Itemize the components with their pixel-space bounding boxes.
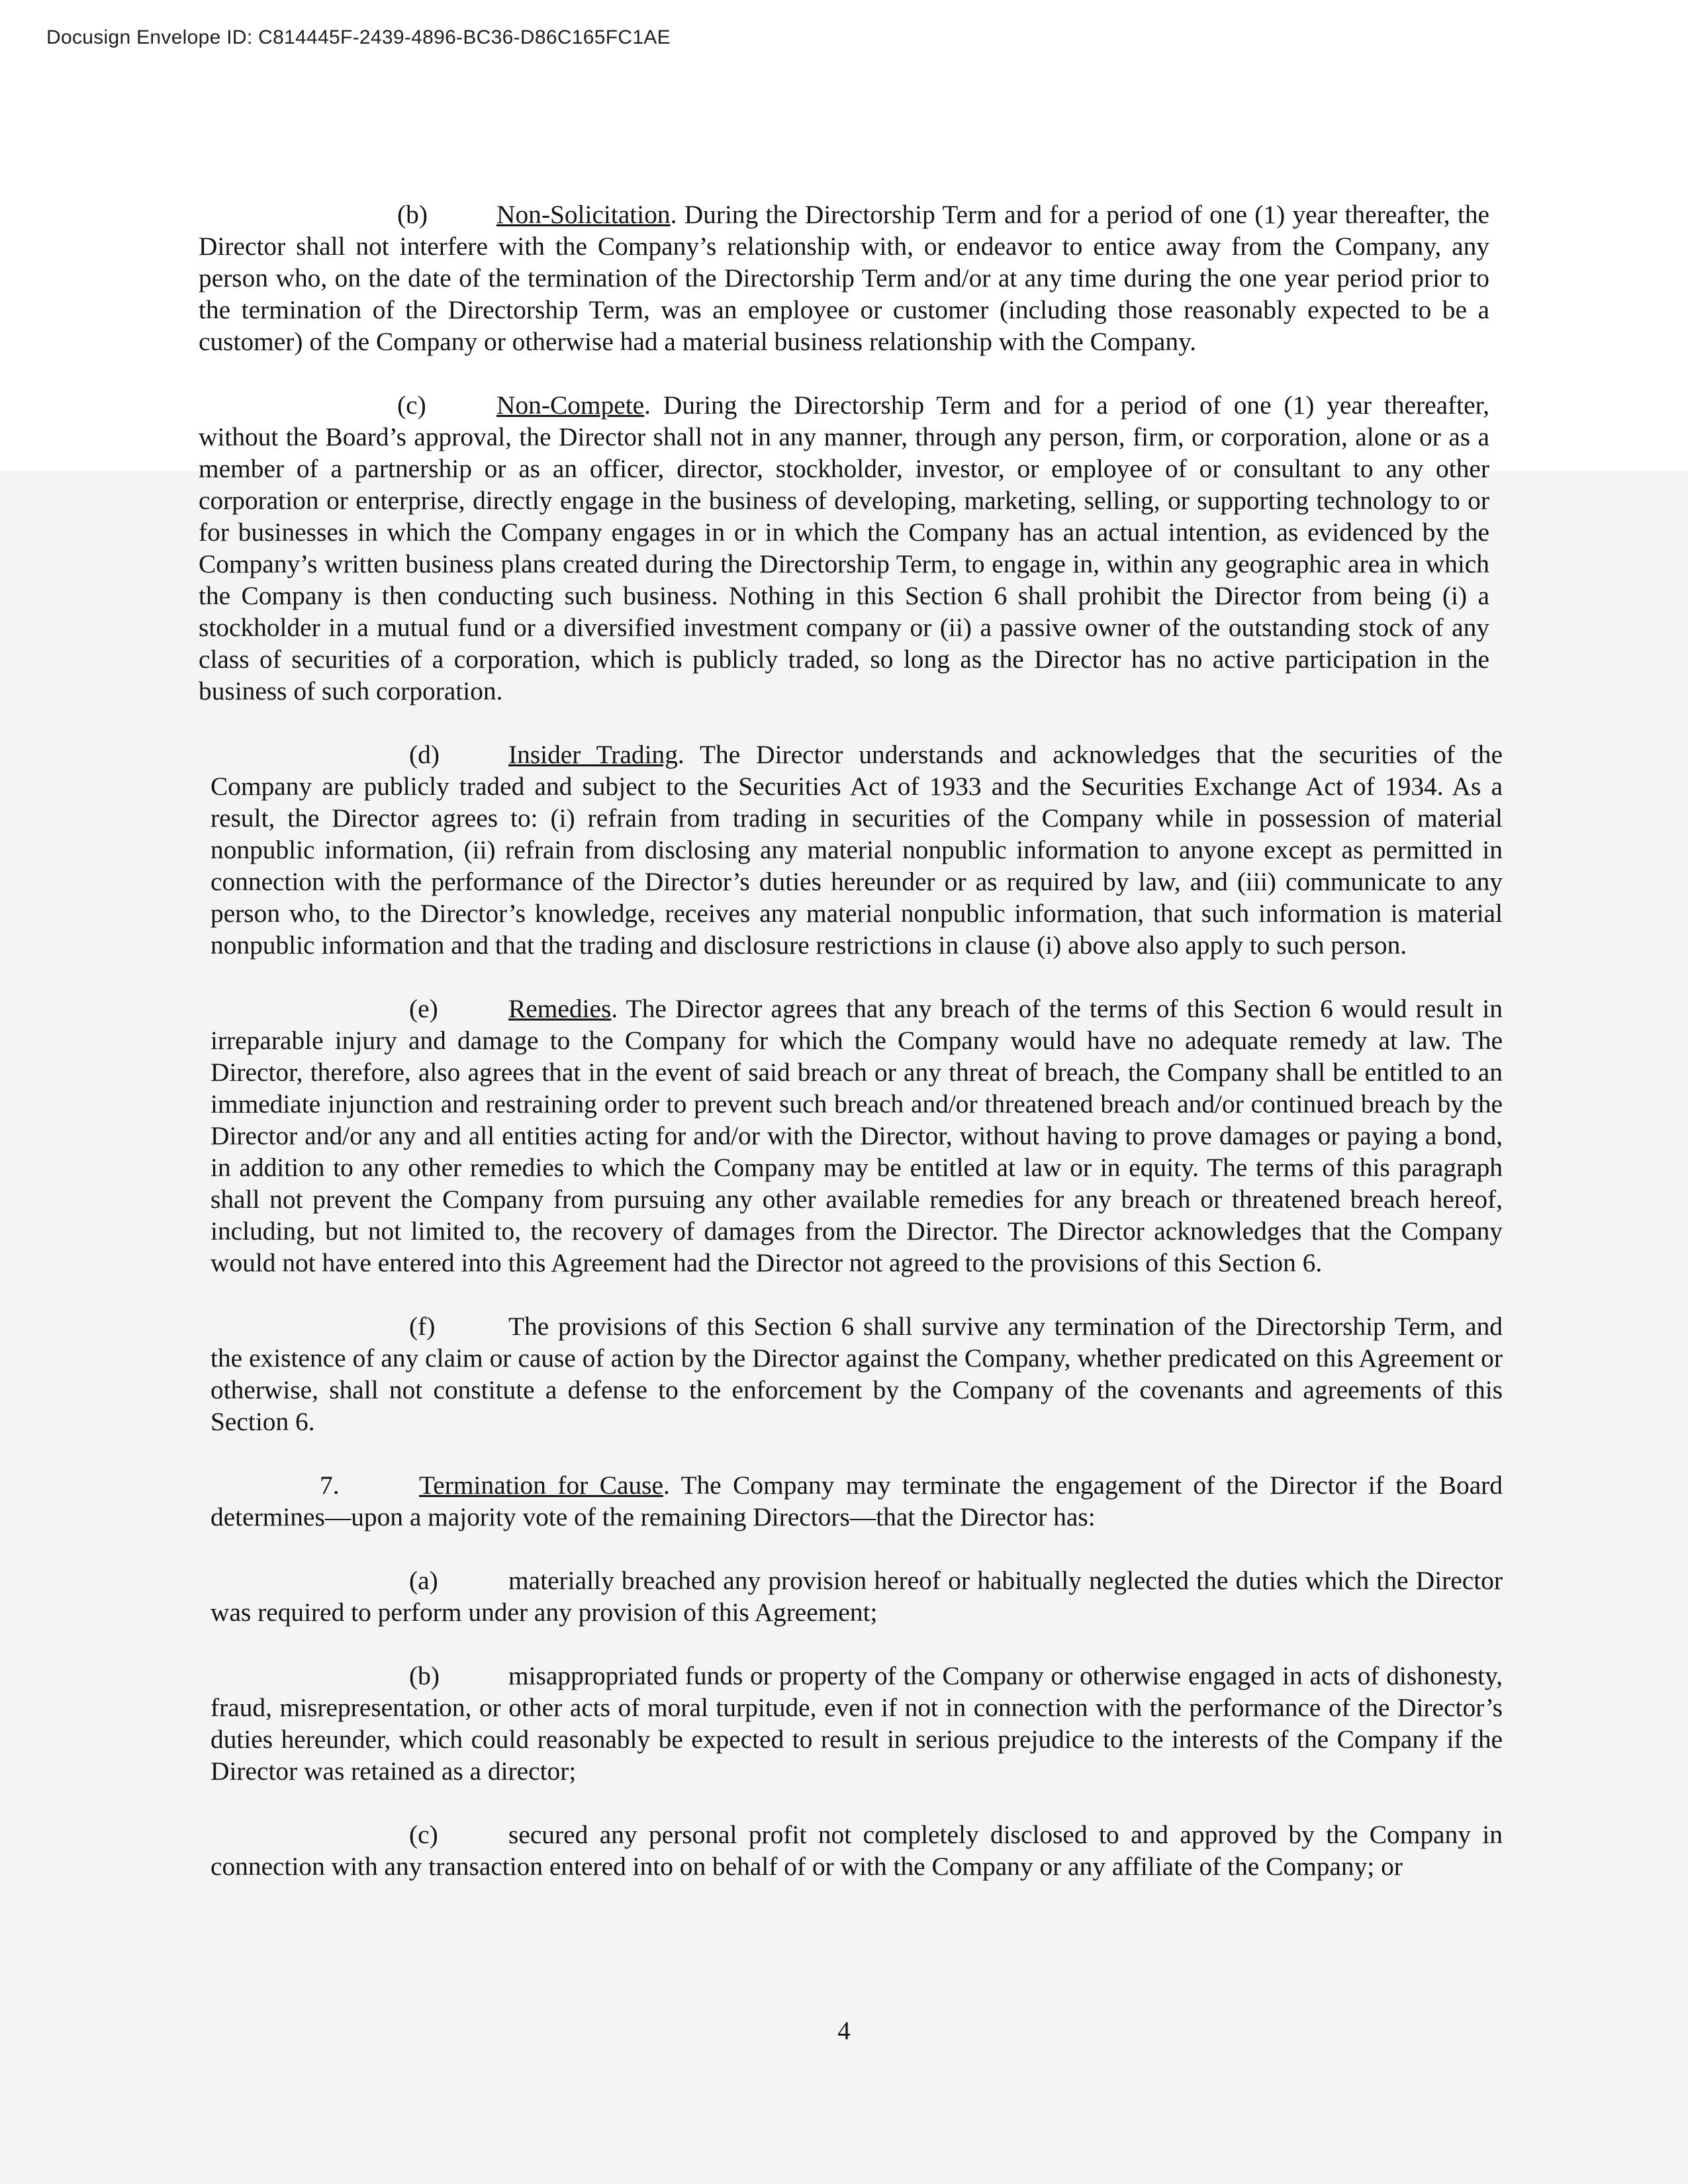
paragraph-label: (b): [409, 1661, 440, 1690]
paragraph-7-termination-for-cause: [211, 1469, 1503, 1533]
paragraph-6d-insider-trading: [211, 739, 1503, 961]
document-body: [199, 199, 1503, 1914]
paragraph-text: . The Director agrees that any breach of the terms of this Section 6 would result in irreparable injury and damage to the Company for which the Company would have no adequate remedy at law. The Director, therefore, also agrees that in the event of said breach or any threat of breach, the Company shall be entitled to an immediate injunction and restraining order to prevent such breach and/or threatened breach and/or continued breach by the Director and/or any and all entities acting for and/or with the Director, without having to prove damages or paying a bond, in addition to any other remedies to which the Company may be entitled at law or in equity. The terms of this paragraph shall not prevent the Company from pursuing any other available remedies for any breach or threatened breach hereof, including, but not limited to, the recovery of damages from the Director. The Director acknowledges that the Company would not have entered into this Agreement had the Director not agreed to the provisions of this Section 6.: [211, 994, 1503, 1277]
paragraph-heading: Termination for Cause: [419, 1471, 663, 1500]
paragraph-label: (c): [409, 1820, 438, 1849]
paragraph-6b-non-solicitation: [199, 199, 1489, 357]
paragraph-text: misappropriated funds or property of the Company or otherwise engaged in acts of dishonesty, fraud, misrepresentation, or other acts of moral turpitude, even if not in connection with the performance of the Director’s duties hereunder, which could reasonably be expected to result in serious prejudice to the interests of the Company if the Director was retained as a director;: [211, 1661, 1503, 1786]
paragraph-label: 7.: [320, 1471, 340, 1500]
paragraph-label: (b): [397, 200, 428, 229]
paragraph-6c-non-compete: [199, 389, 1489, 707]
paragraph-label: (c): [397, 390, 426, 420]
docusign-envelope-id: Docusign Envelope ID: C814445F-2439-4896-BC36-D86C165FC1AE: [46, 26, 671, 48]
paragraph-heading: Non-Compete: [496, 390, 645, 420]
paragraph-text: . The Company may terminate the engagement of the Director if the Board determines—upon a majority vote of the remaining Directors—that the Director has:: [211, 1471, 1503, 1531]
paragraph-label: (f): [409, 1312, 436, 1341]
paragraph-6e-remedies: [211, 993, 1503, 1279]
paragraph-6f-survival: [211, 1310, 1503, 1437]
paragraph-heading: Insider Trading: [508, 740, 678, 769]
paragraph-text: secured any personal profit not completely disclosed to and approved by the Company in connection with any transaction entered into on behalf of or with the Company or any affiliate of the Company; or: [211, 1820, 1503, 1881]
page-number: 4: [837, 2017, 851, 2045]
paragraph-text: . During the Directorship Term and for a period of one (1) year thereafter, the Director shall not interfere with the Company’s relationship with, or endeavor to entice away from the Company, any person who, on the date of the termination of the Directorship Term and/or at any time during the one year period prior to the termination of the Directorship Term, was an employee or customer (including those reasonably expected to be a customer) of the Company or otherwise had a material business relationship with the Company.: [199, 200, 1489, 356]
paragraph-7b: [211, 1660, 1503, 1787]
paragraph-heading: Non-Solicitation: [496, 200, 671, 229]
paragraph-text: . During the Directorship Term and for a period of one (1) year thereafter, without the Board’s approval, the Director shall not in any manner, through any person, firm, or corporation, alone or as a member of a partnership or as an officer, director, stockholder, investor, or employee of or consultant to any other corporation or enterprise, directly engage in the business of developing, marketing, selling, or supporting technology to or for businesses in which the Company engages in or in which the Company has an actual intention, as evidenced by the Company’s written business plans created during the Directorship Term, to engage in, within any geographic area in which the Company is then conducting such business. Nothing in this Section 6 shall prohibit the Director from being (i) a stockholder in a mutual fund or a diversified investment company or (ii) a passive owner of the outstanding stock of any class of securities of a corporation, which is publicly traded, so long as the Director has no active participation in the business of such corporation.: [199, 390, 1489, 705]
paragraph-heading: Remedies: [508, 994, 612, 1023]
paragraph-7c: [211, 1819, 1503, 1882]
paragraph-7a: [211, 1565, 1503, 1628]
paragraph-label: (e): [409, 994, 438, 1023]
paragraph-text: . The Director understands and acknowledges that the securities of the Company are publicly traded and subject to the Securities Act of 1933 and the Securities Exchange Act of 1934. As a result, the Director agrees to: (i) refrain from trading in securities of the Company while in possession of material nonpublic information, (ii) refrain from disclosing any material nonpublic information to anyone except as permitted in connection with the performance of the Director’s duties hereunder or as required by law, and (iii) communicate to any person who, to the Director’s knowledge, receives any material nonpublic information, that such information is material nonpublic information and that the trading and disclosure restrictions in clause (i) above also apply to such person.: [211, 740, 1503, 960]
paragraph-label: (a): [409, 1566, 438, 1595]
paragraph-text: The provisions of this Section 6 shall survive any termination of the Directorship Term, and the existence of any claim or cause of action by the Director against the Company, whether predicated on this Agreement or otherwise, shall not constitute a defense to the enforcement by the Company of the covenants and agreements of this Section 6.: [211, 1312, 1503, 1436]
paragraph-label: (d): [409, 740, 440, 769]
paragraph-text: materially breached any provision hereof or habitually neglected the duties which the Director was required to perform under any provision of this Agreement;: [211, 1566, 1503, 1627]
